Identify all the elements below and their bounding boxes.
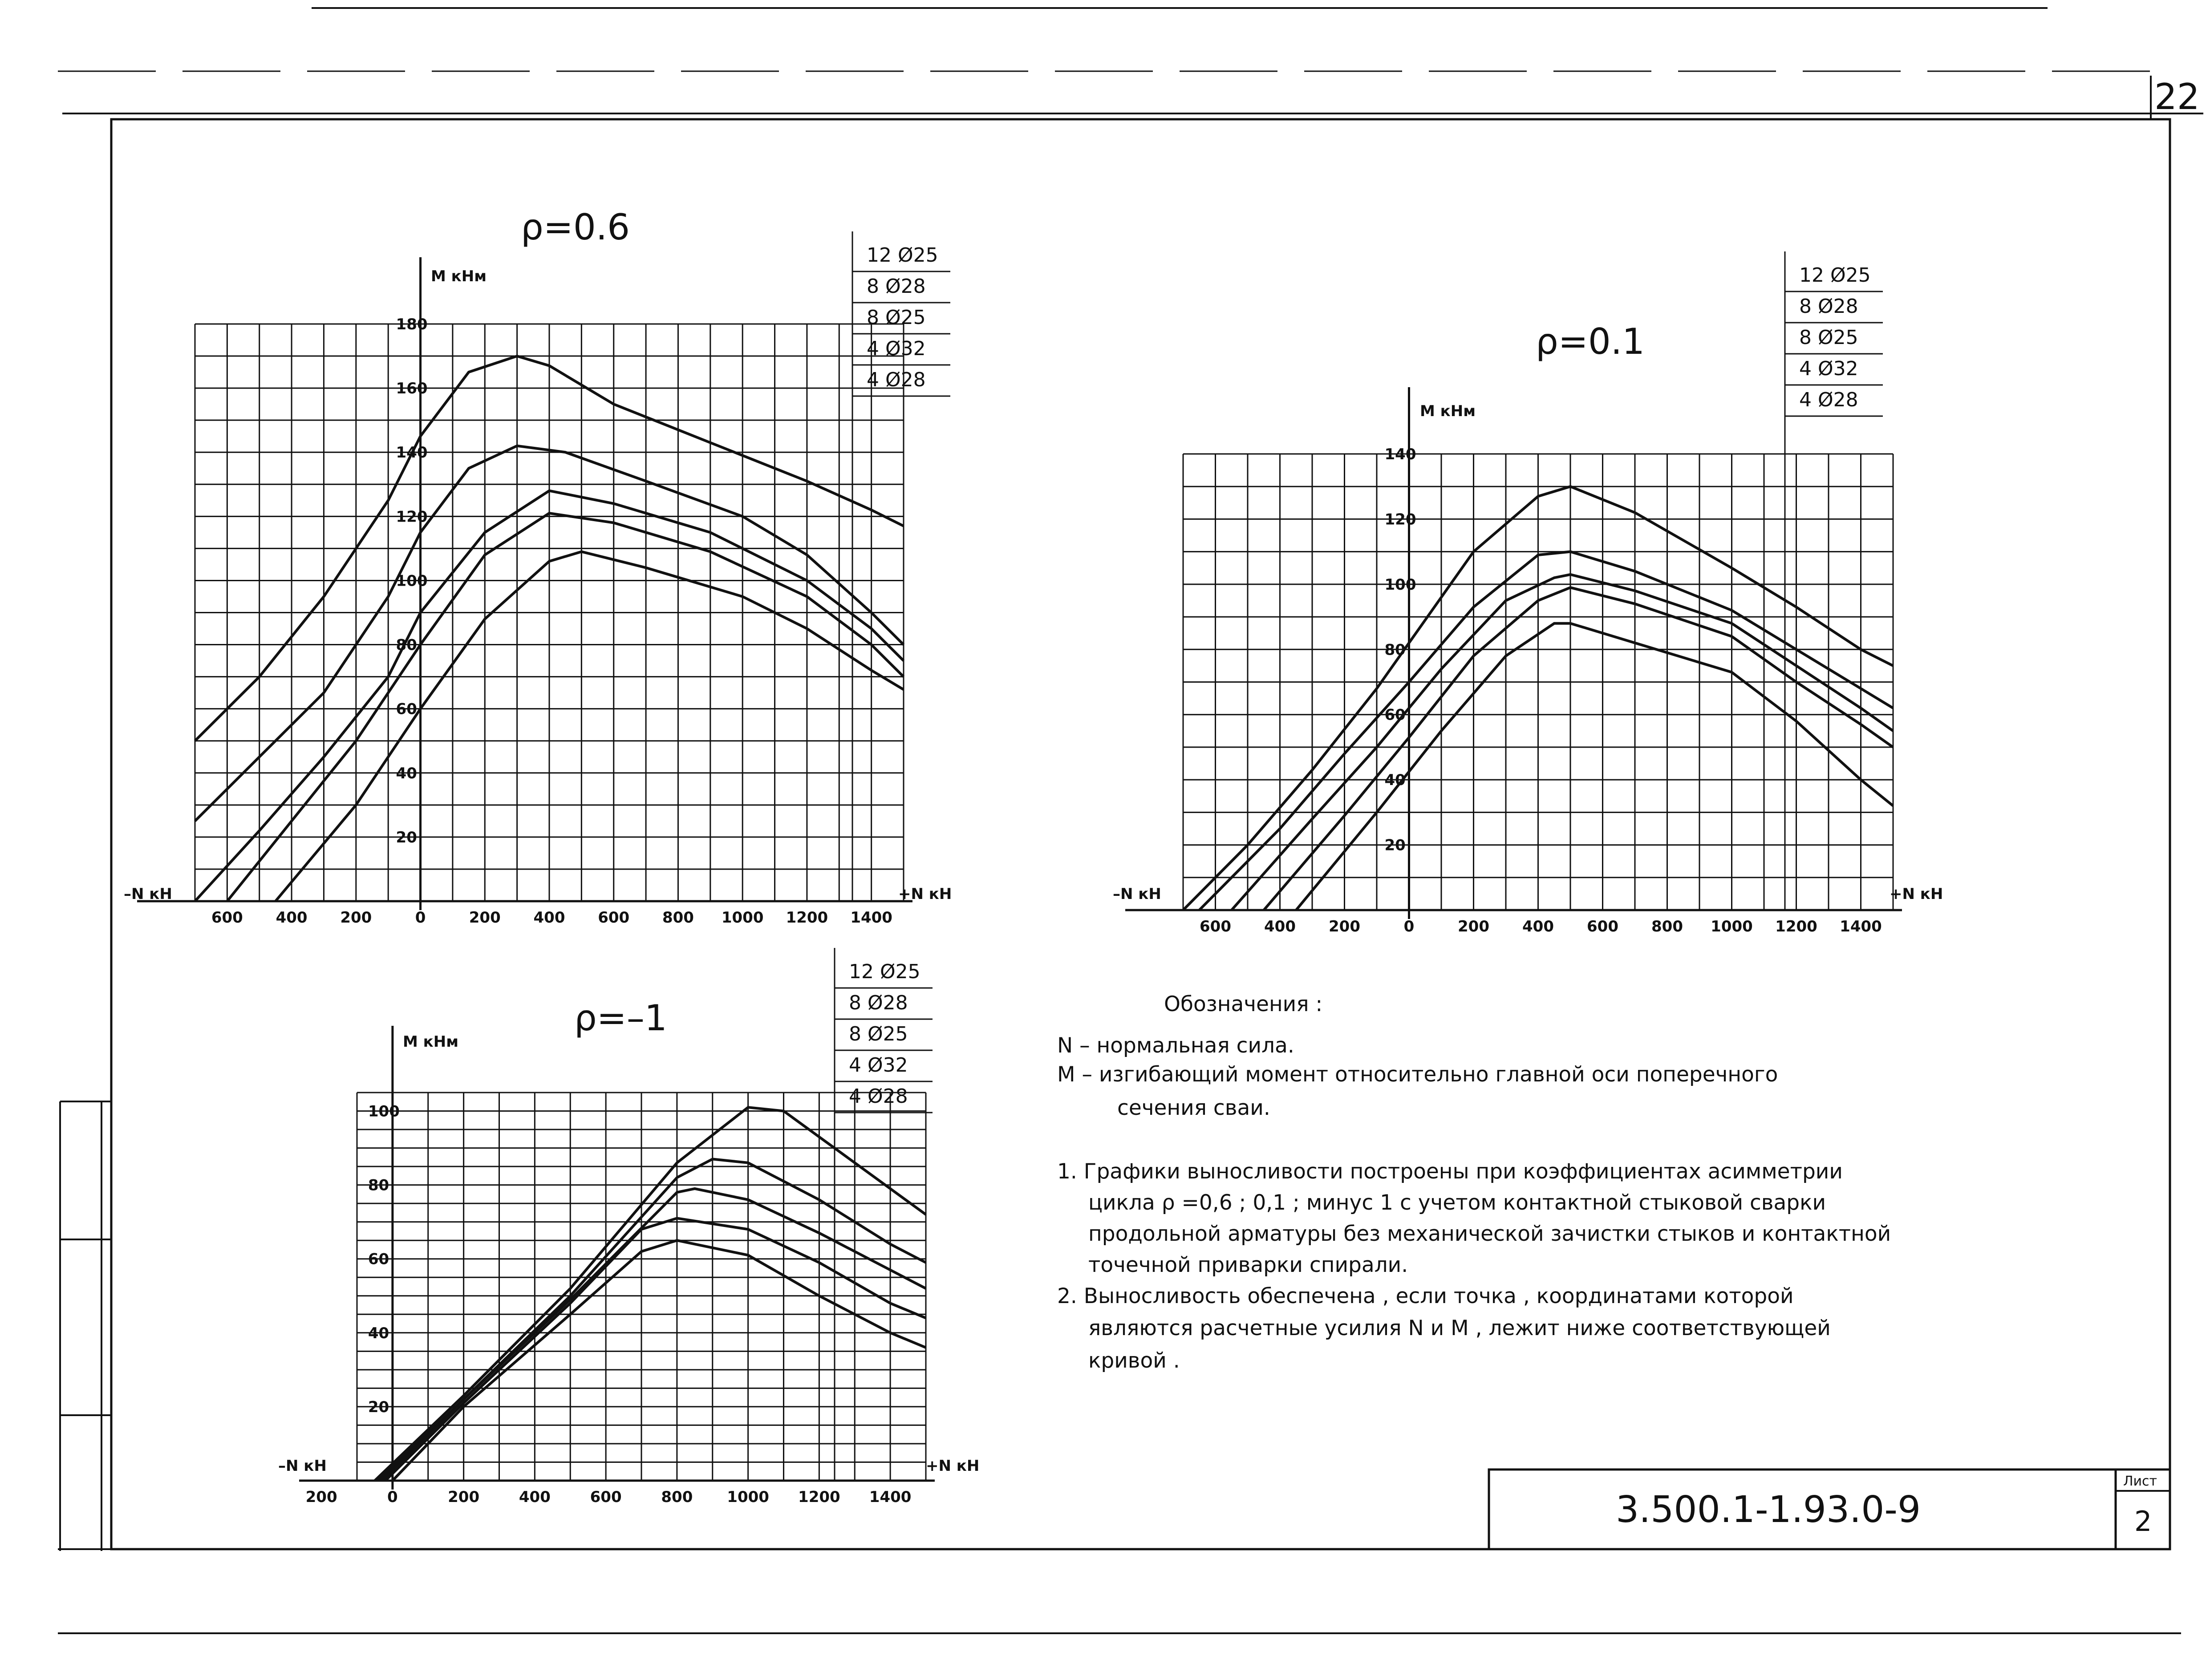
legend-entry: 8 Ø25 (1799, 326, 1858, 349)
chart-rho-minus-1 (278, 948, 979, 1506)
note-1-line-4: точечной приварки спирали. (1088, 1253, 1408, 1277)
chart-title: ρ=0.1 (1536, 321, 1645, 362)
note-1-line-1: 1. Графики выносливости построены при коэффициентах асимметрии (1057, 1159, 1843, 1184)
chart-title: ρ=–1 (574, 997, 667, 1039)
series-line (1232, 575, 1893, 910)
series-line (227, 513, 904, 901)
y-tick-label: 40 (368, 1324, 389, 1342)
y-tick-label: 20 (396, 828, 417, 846)
y-tick-label: 120 (1384, 510, 1416, 529)
y-axis-label: М кНм (403, 1033, 458, 1051)
x-tick-label: 1200 (798, 1488, 840, 1506)
y-tick-label: 140 (396, 444, 428, 462)
x-tick-label: 1200 (1775, 918, 1817, 935)
series-line (385, 1218, 926, 1481)
x-tick-label: 1200 (786, 909, 828, 927)
series-line (378, 1159, 926, 1481)
sheet-number: 2 (2134, 1505, 2152, 1538)
x-axis-label-negative: –N кН (124, 885, 172, 903)
x-tick-label: 600 (211, 909, 243, 927)
y-tick-label: 100 (1384, 575, 1416, 594)
x-tick-label: 200 (1329, 918, 1360, 935)
legend-entry: 4 Ø32 (867, 337, 926, 360)
note-2-line-3: кривой . (1088, 1348, 1180, 1373)
legend-item-n: N – нормальная сила. (1057, 1033, 1294, 1058)
legend-entry: 8 Ø25 (849, 1023, 908, 1045)
sheet-label: Лист (2123, 1474, 2157, 1489)
y-tick-label: 160 (396, 380, 428, 398)
x-tick-label: 800 (1651, 918, 1683, 935)
x-tick-label: 800 (661, 1488, 693, 1506)
legend-entry: 4 Ø28 (849, 1085, 908, 1108)
y-tick-label: 180 (396, 316, 428, 333)
x-axis-label-positive: +N кН (1890, 885, 1943, 903)
legend-entry: 12 Ø25 (867, 244, 938, 267)
corner-sheet-number: 22 (2154, 76, 2200, 117)
y-tick-label: 60 (1384, 706, 1406, 724)
legend-entry: 12 Ø25 (849, 960, 920, 983)
x-tick-label: 600 (590, 1488, 622, 1506)
note-2-line-1: 2. Выносливость обеспечена , если точка , координатами которой (1057, 1284, 1794, 1308)
legend-title: Обозначения : (1164, 992, 1323, 1016)
x-tick-label: 1400 (1840, 918, 1882, 935)
legend-entry: 4 Ø28 (867, 368, 926, 391)
x-tick-label: 200 (469, 909, 501, 927)
x-axis-label-negative: –N кН (278, 1457, 327, 1475)
note-1-line-2: цикла ρ =0,6 ; 0,1 ; минус 1 с учетом контактной стыковой сварки (1088, 1190, 1826, 1215)
legend-item-m: M – изгибающий момент относительно главной оси поперечного (1057, 1062, 1778, 1087)
x-tick-label: 400 (533, 909, 565, 927)
x-tick-label: 200 (1458, 918, 1489, 935)
x-tick-label: 800 (662, 909, 694, 927)
x-axis-label-negative: –N кН (1113, 885, 1161, 903)
y-tick-label: 40 (396, 764, 417, 782)
chart-rho-0-6 (124, 206, 952, 927)
y-tick-label: 80 (368, 1176, 389, 1194)
legend-entry: 8 Ø25 (867, 306, 926, 329)
x-tick-label: 200 (305, 1488, 337, 1506)
legend-entry: 4 Ø32 (1799, 357, 1858, 380)
legend-entry: 8 Ø28 (1799, 295, 1858, 318)
x-tick-label: 1000 (1711, 918, 1753, 935)
chart-rho-0-1 (1113, 251, 1943, 935)
y-axis-label: М кНм (431, 267, 487, 285)
x-tick-label: 1000 (721, 909, 764, 927)
legend-entry: 4 Ø28 (1799, 389, 1858, 411)
legend-entry: 12 Ø25 (1799, 264, 1871, 287)
x-tick-label: 400 (1264, 918, 1296, 935)
legend-entry: 8 Ø28 (849, 992, 908, 1014)
y-tick-label: 20 (368, 1398, 389, 1416)
x-tick-label: 0 (415, 909, 426, 927)
x-tick-label: 200 (340, 909, 372, 927)
note-2-line-2: являются расчетные усилия N и M , лежит ниже соответствующей (1088, 1316, 1831, 1340)
x-tick-label: 1400 (850, 909, 892, 927)
x-tick-label: 600 (598, 909, 630, 927)
y-tick-label: 100 (368, 1102, 400, 1121)
x-tick-label: 1400 (869, 1488, 912, 1506)
series-line (276, 552, 904, 901)
x-tick-label: 400 (276, 909, 308, 927)
y-tick-label: 120 (396, 508, 428, 526)
series-line (1264, 587, 1893, 910)
x-tick-label: 0 (387, 1488, 398, 1506)
x-tick-label: 0 (1403, 918, 1415, 935)
y-tick-label: 100 (396, 572, 428, 590)
series-line (1199, 552, 1893, 910)
x-axis-label-positive: +N кН (898, 885, 952, 903)
y-tick-label: 40 (1384, 771, 1406, 789)
document-number: 3.500.1-1.93.0-9 (1616, 1489, 1921, 1531)
x-tick-label: 600 (1200, 918, 1231, 935)
x-axis-label-positive: +N кН (926, 1457, 980, 1475)
x-tick-label: 600 (1587, 918, 1618, 935)
legend-item-m-cont: сечения сваи. (1117, 1096, 1270, 1120)
x-tick-label: 200 (448, 1488, 480, 1506)
y-tick-label: 140 (1384, 445, 1416, 463)
chart-title: ρ=0.6 (521, 206, 630, 248)
x-tick-label: 400 (1522, 918, 1554, 935)
y-tick-label: 60 (368, 1250, 389, 1268)
legend-entry: 8 Ø28 (867, 275, 926, 298)
y-tick-label: 20 (1384, 836, 1406, 854)
x-tick-label: 1000 (727, 1488, 769, 1506)
y-axis-label: М кНм (1420, 402, 1476, 420)
legend-entry: 4 Ø32 (849, 1054, 908, 1077)
note-1-line-3: продольной арматуры без механической зачистки стыков и контактной (1088, 1222, 1891, 1246)
y-tick-label: 80 (396, 636, 417, 654)
y-tick-label: 80 (1384, 641, 1406, 659)
y-tick-label: 60 (396, 700, 417, 718)
x-tick-label: 400 (519, 1488, 551, 1506)
